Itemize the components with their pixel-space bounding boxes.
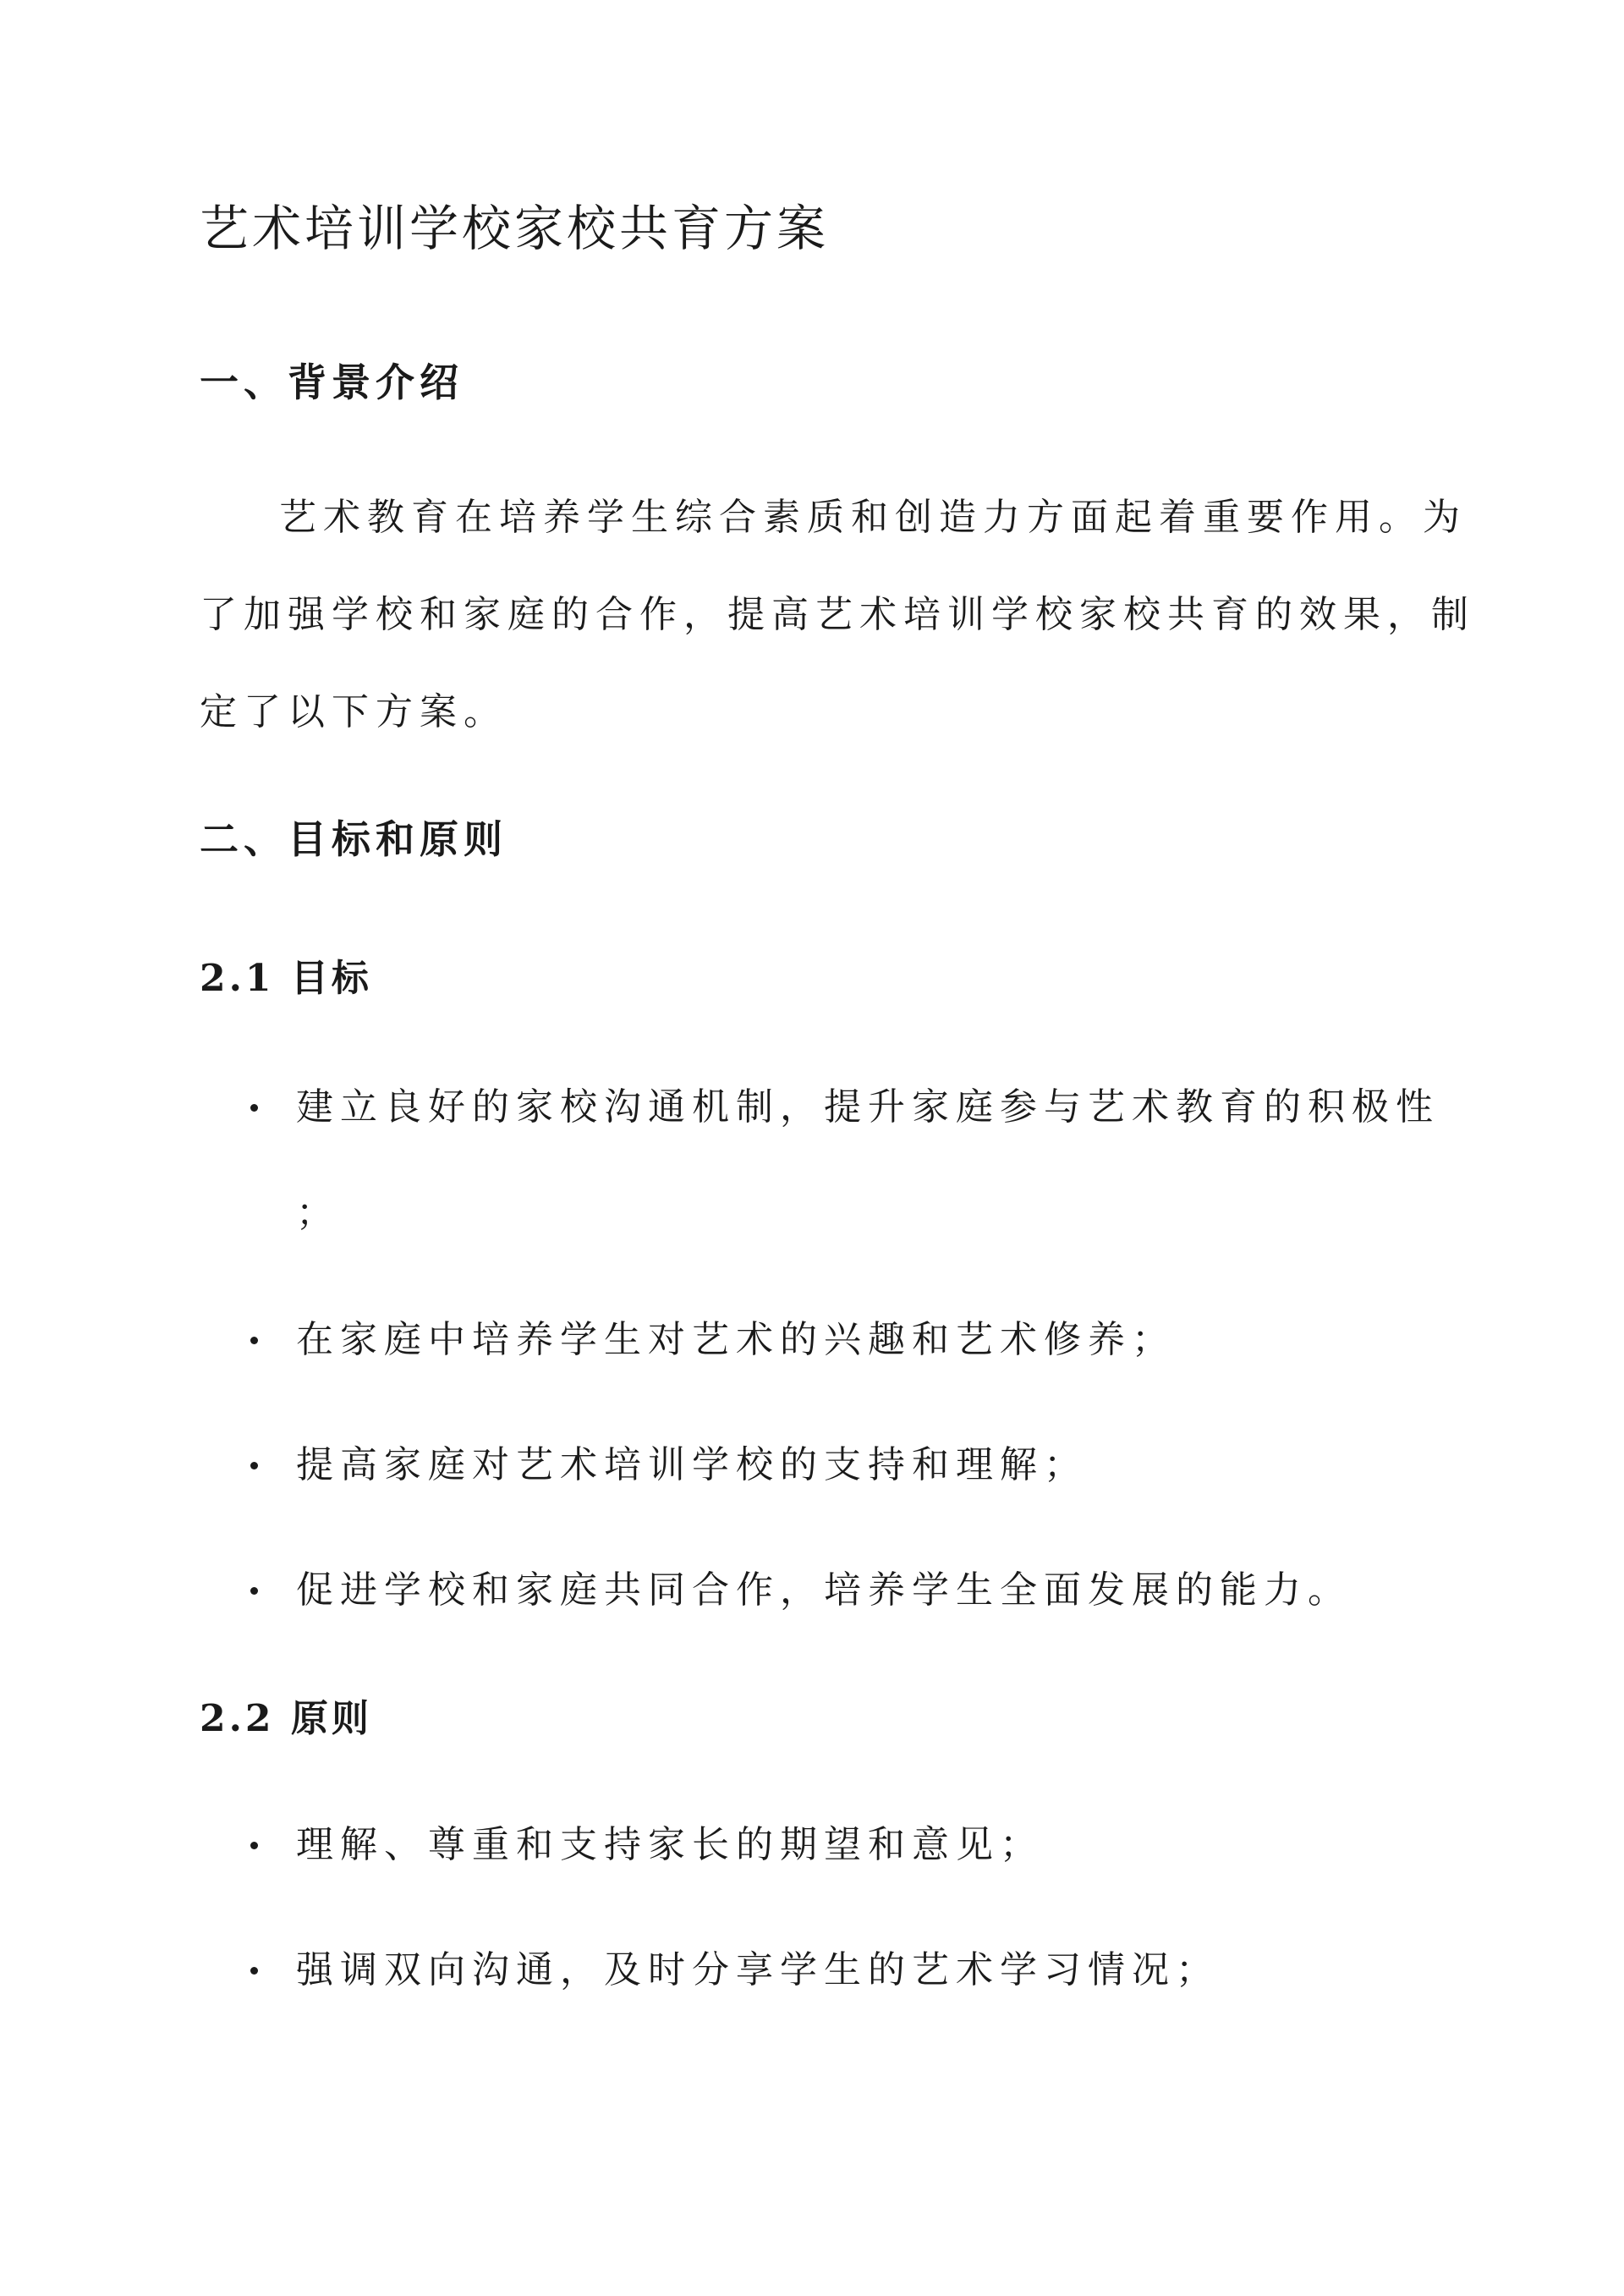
subsection-heading-principles: 2.2 原则	[200, 1697, 372, 1740]
bullet-icon	[250, 1842, 258, 1849]
paragraph-line-3: 定了以下方案。	[200, 690, 508, 733]
list-item-text: 强调双向沟通，及时分享学生的艺术学习情况；	[296, 1948, 1220, 1991]
section-heading-background: 一、背景介绍	[200, 360, 464, 405]
list-item-text: 促进学校和家庭共同合作，培养学生全面发展的能力。	[296, 1568, 1352, 1612]
subsection-heading-goals: 2.1 目标	[200, 957, 372, 1000]
document-title: 艺术培训学校家校共育方案	[200, 200, 830, 257]
bullet-icon	[250, 1462, 258, 1469]
paragraph-line-2: 了加强学校和家庭的合作，提高艺术培训学校家校共育的效果，制	[200, 593, 1475, 636]
list-item-text: 在家庭中培养学生对艺术的兴趣和艺术修养；	[296, 1318, 1176, 1361]
list-item-continuation: ；	[296, 1191, 340, 1234]
list-item-text: 提高家庭对艺术培训学校的支持和理解；	[296, 1443, 1088, 1486]
section-heading-goals-principles: 二、目标和原则	[200, 816, 508, 862]
bullet-icon	[250, 1104, 258, 1112]
list-item-text: 理解、尊重和支持家长的期望和意见；	[296, 1823, 1044, 1866]
list-item-text: 建立良好的家校沟通机制，提升家庭参与艺术教育的积极性	[296, 1085, 1440, 1129]
paragraph-line-1: 艺术教育在培养学生综合素质和创造力方面起着重要作用。为	[279, 496, 1467, 539]
bullet-icon	[250, 1337, 258, 1344]
bullet-icon	[250, 1967, 258, 1975]
bullet-icon	[250, 1587, 258, 1595]
